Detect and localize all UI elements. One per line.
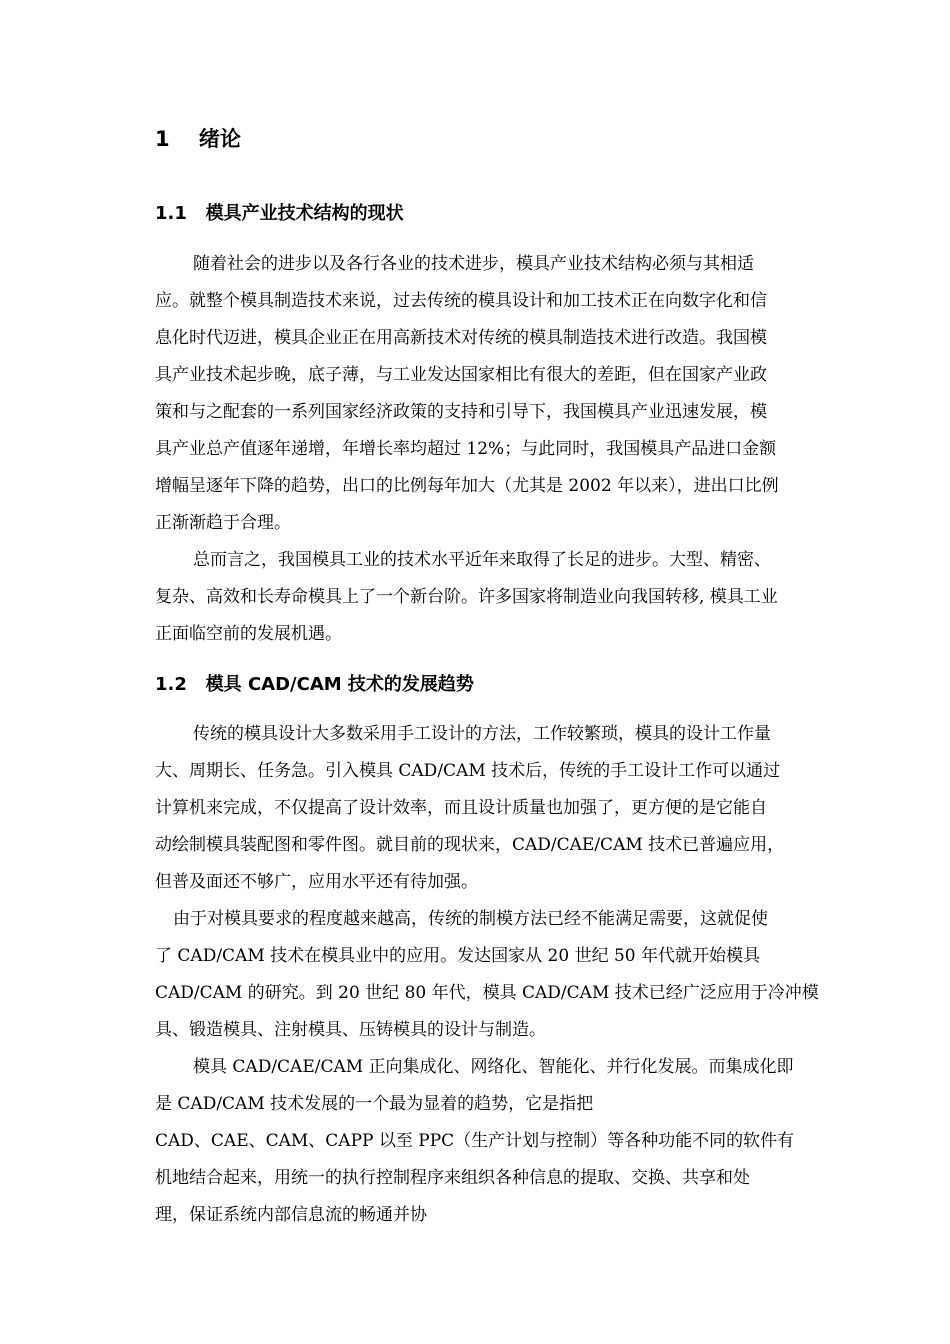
paragraph-line: CAD、CAE、CAM、CAPP 以至 PPC（生产计划与控制）等各种功能不同的软件有 — [155, 1131, 795, 1151]
paragraph-line: 大、周期长、任务急。引入模具 CAD/CAM 技术后，传统的手工设计工作可以通过 — [155, 761, 781, 781]
paragraph-line: 但普及面还不够广，应用水平还有待加强。 — [155, 872, 478, 892]
paragraph-line: 模具 CAD/CAE/CAM 正向集成化、网络化、智能化、并行化发展。而集成化即 — [193, 1057, 794, 1077]
paragraph-line: 具产业技术起步晚，底子薄，与工业发达国家相比有很大的差距，但在国家产业政 — [155, 365, 767, 385]
section-heading: 1.2 模具 CAD/CAM 技术的发展趋势 — [155, 674, 474, 695]
paragraph-line: 了 CAD/CAM 技术在模具业中的应用。发达国家从 20 世纪 50 年代就开始模具 — [155, 946, 761, 966]
paragraph-line: 正渐渐趋于合理。 — [155, 513, 291, 533]
paragraph-line: 应。就整个模具制造技术来说，过去传统的模具设计和加工技术正在向数字化和信 — [155, 291, 767, 311]
paragraph-line: 理，保证系统内部信息流的畅通并协 — [155, 1205, 427, 1225]
paragraph-line: 策和与之配套的一系列国家经济政策的支持和引导下，我国模具产业迅速发展，模 — [155, 402, 767, 422]
paragraph-line: 随着社会的进步以及各行各业的技术进步，模具产业技术结构必须与其相适 — [193, 254, 754, 274]
paragraph-line: 传统的模具设计大多数采用手工设计的方法，工作较繁琐，模具的设计工作量 — [193, 724, 771, 744]
paragraph-line: 息化时代迈进，模具企业正在用高新技术对传统的模具制造技术进行改造。我国模 — [155, 328, 767, 348]
paragraph-line: 具产业总产值逐年递增，年增长率均超过 12%；与此同时，我国模具产品进口金额 — [155, 439, 777, 459]
chapter-heading: 1 绪论 — [155, 127, 241, 151]
paragraph-line: 复杂、高效和长寿命模具上了一个新台阶。许多国家将制造业向我国转移, 模具工业 — [155, 587, 778, 607]
paragraph-line: 增幅呈逐年下降的趋势，出口的比例每年加大（尤其是 2002 年以来），进出口比例 — [155, 476, 779, 496]
section-heading: 1.1 模具产业技术结构的现状 — [155, 203, 404, 224]
paragraph-line: 计算机来完成，不仅提高了设计效率，而且设计质量也加强了，更方便的是它能自 — [155, 798, 767, 818]
paragraph-line: 正面临空前的发展机遇。 — [155, 624, 342, 644]
paragraph-line: 总而言之，我国模具工业的技术水平近年来取得了长足的进步。大型、精密、 — [193, 550, 771, 570]
paragraph-line: CAD/CAM 的研究。到 20 世纪 80 年代，模具 CAD/CAM 技术已经广泛应用于冷冲模 — [155, 983, 819, 1003]
paragraph-line: 具、锻造模具、注射模具、压铸模具的设计与制造。 — [155, 1020, 546, 1040]
paragraph-line: 由于对模具要求的程度越来越高，传统的制模方法已经不能满足需要，这就促使 — [173, 909, 768, 929]
paragraph-line: 动绘制模具装配图和零件图。就目前的现状来，CAD/CAE/CAM 技术已普遍应用， — [155, 835, 785, 855]
paragraph-line: 是 CAD/CAM 技术发展的一个最为显着的趋势，它是指把 — [155, 1094, 594, 1114]
paragraph-line: 机地结合起来，用统一的执行控制程序来组织各种信息的提取、交换、共享和处 — [155, 1168, 750, 1188]
